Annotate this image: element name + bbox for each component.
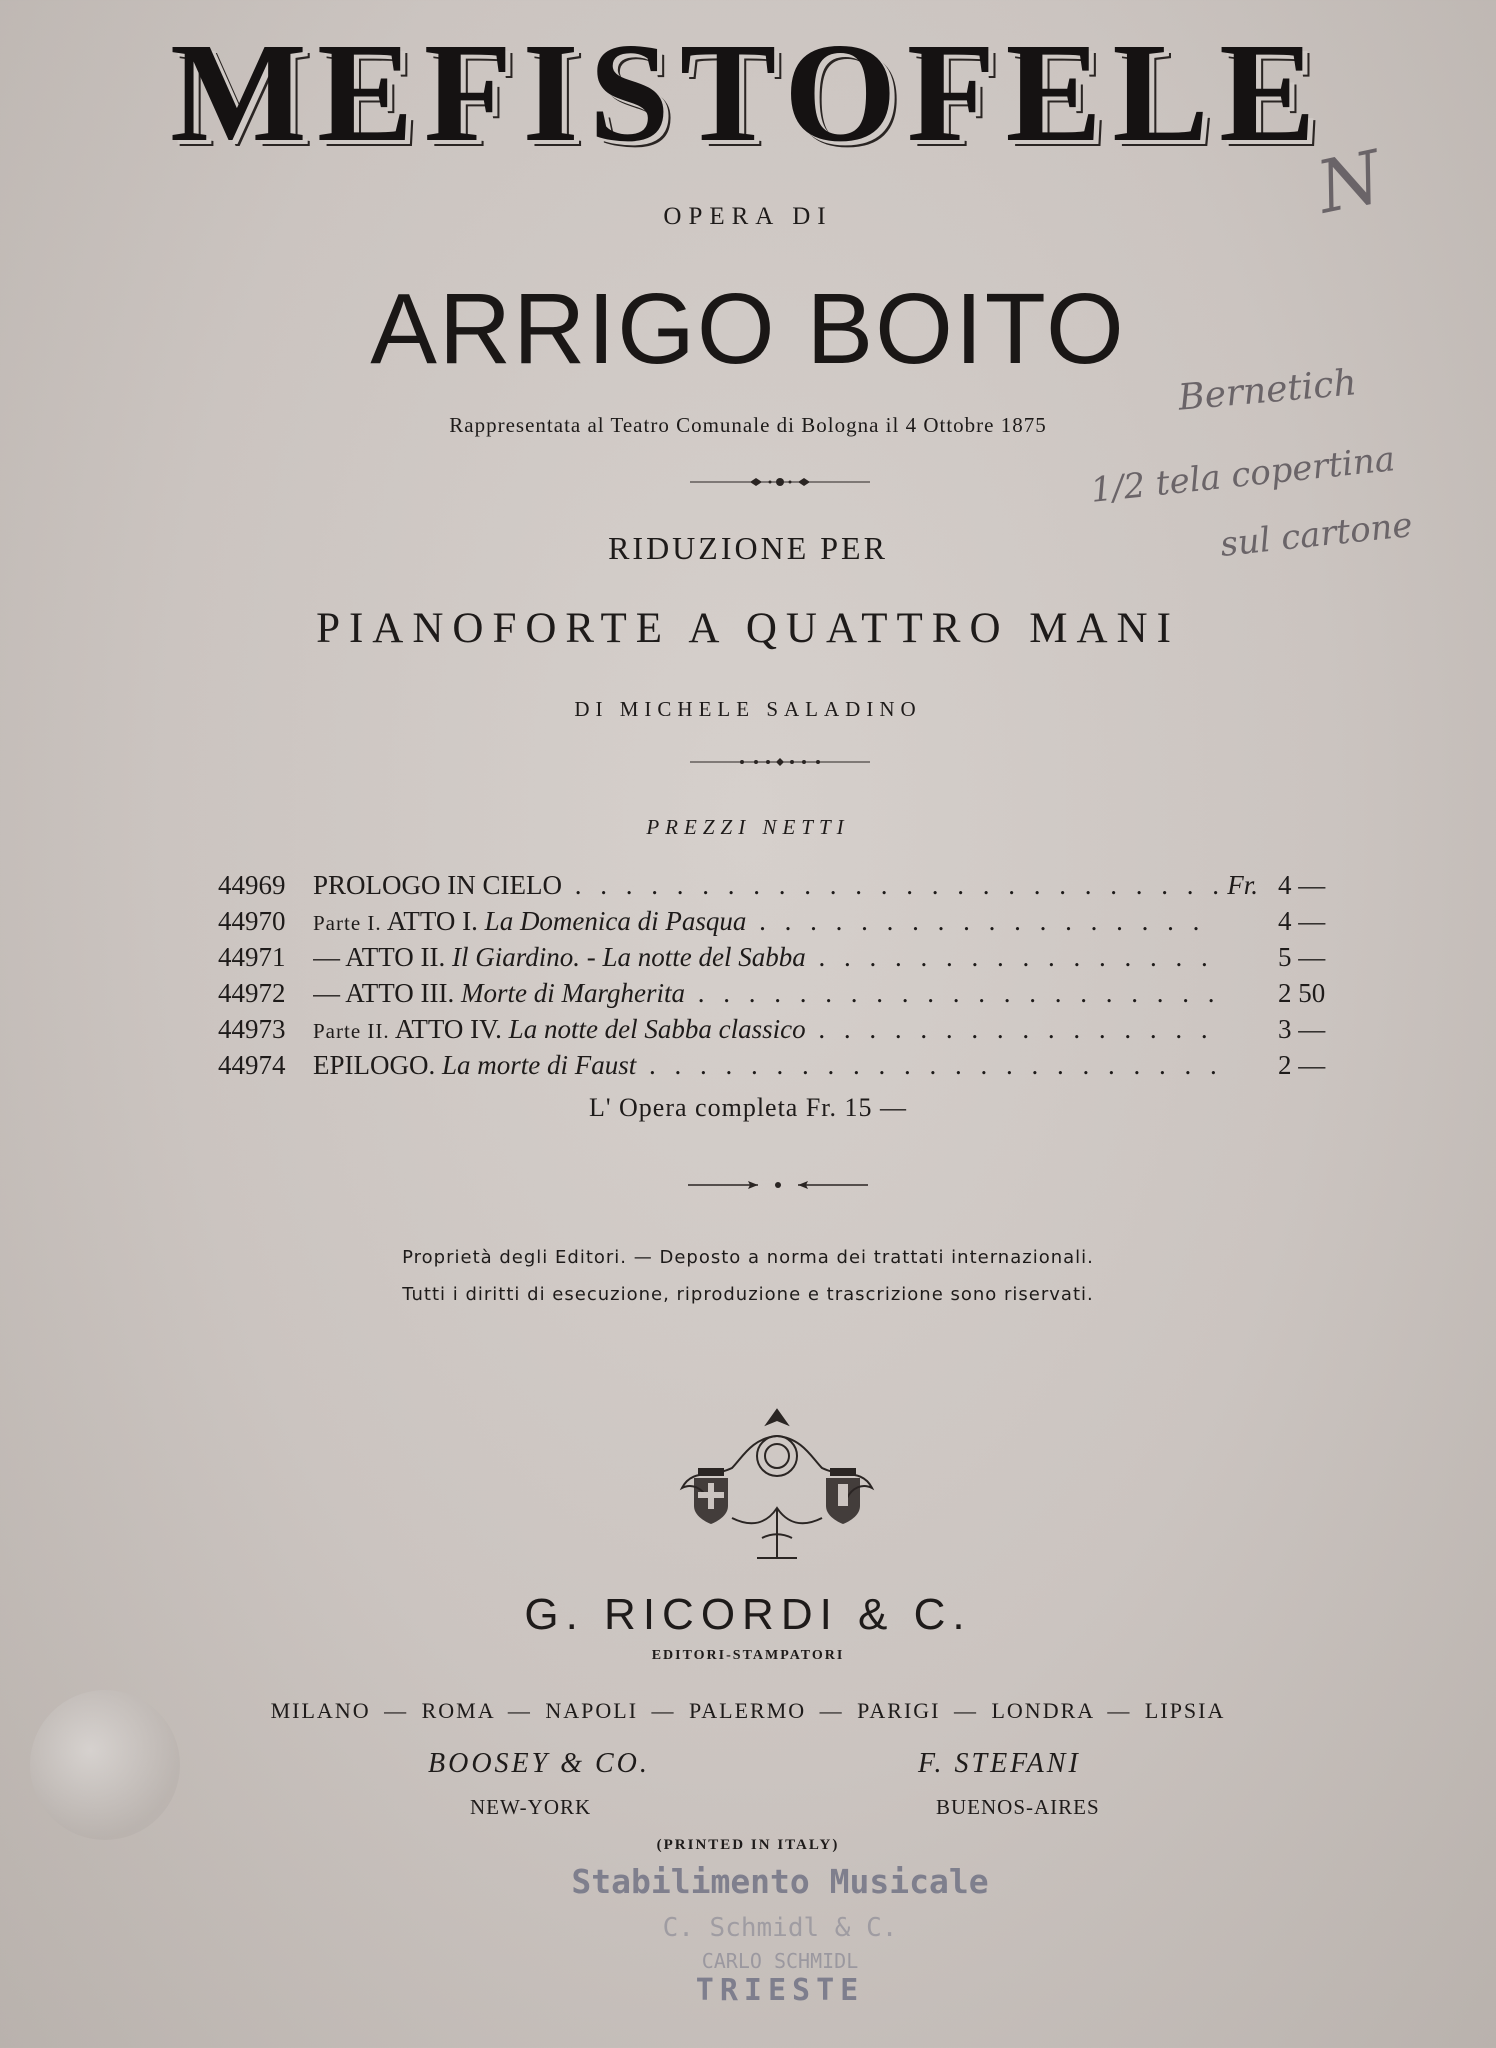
- item-description: PROLOGO IN CIELO . . .: [313, 870, 1218, 901]
- dealer-stamp: [560, 1862, 1000, 2048]
- ornament-divider-icon: [690, 754, 870, 770]
- publisher-name: G. RICORDI & C.: [524, 1590, 972, 1639]
- price-row: [218, 1050, 1348, 1086]
- price-row: [218, 906, 1348, 942]
- item-description: — ATTO III. Morte di Margherita . . .: [313, 978, 1218, 1009]
- arranger-name: DI MICHELE SALADINO: [574, 697, 922, 721]
- item-price: 5 —: [1278, 942, 1326, 972]
- catalog-number: 44970: [218, 906, 286, 936]
- composer-name: ARRIGO BOITO: [370, 273, 1126, 385]
- price-row: [218, 978, 1348, 1014]
- price-row: [218, 1014, 1348, 1050]
- opera-title: MEFISTOFELE: [170, 13, 1326, 171]
- price-list: [218, 870, 1348, 1086]
- handwritten-note: Bernetich: [1176, 362, 1359, 419]
- stamp-line: C. Schmidl & C.: [662, 1913, 898, 1943]
- currency-label: Fr.: [1227, 870, 1258, 900]
- catalog-number: 44971: [218, 942, 286, 972]
- agent-newyork-name: BOOSEY & CO.: [428, 1748, 650, 1779]
- price-row: [218, 942, 1348, 978]
- handwritten-mark: N: [1309, 134, 1390, 230]
- item-price: 3 —: [1278, 1014, 1326, 1044]
- item-price: 4 —: [1278, 906, 1326, 936]
- item-description: EPILOGO. La morte di Faust . . .: [313, 1050, 1218, 1081]
- agent-newyork-city: NEW-YORK: [470, 1795, 592, 1819]
- ornament-divider-icon: [690, 474, 870, 490]
- stamp-line: CARLO SCHMIDL: [701, 1949, 859, 1973]
- opera-di-label: OPERA DI: [663, 203, 833, 230]
- prices-heading: PREZZI NETTI: [646, 815, 850, 839]
- catalog-number: 44974: [218, 1050, 286, 1080]
- publisher-crest-icon: [672, 1408, 882, 1568]
- publisher-subtitle: EDITORI-STAMPATORI: [651, 1648, 845, 1663]
- agent-buenosaires-city: BUENOS-AIRES: [936, 1795, 1100, 1819]
- catalog-number: 44969: [218, 870, 286, 900]
- agent-buenosaires-name: F. STEFANI: [918, 1748, 1081, 1779]
- instrumentation: PIANOFORTE A QUATTRO MANI: [316, 605, 1180, 652]
- stamp-line: Stabilimento Musicale: [571, 1862, 989, 1901]
- price-row: [218, 870, 1348, 906]
- reduction-label: RIDUZIONE PER: [608, 530, 888, 566]
- item-description: Parte I. ATTO I. La Domenica di Pasqua . . .: [313, 906, 1218, 937]
- item-price: 4 —: [1278, 870, 1326, 900]
- complete-opera-price: L' Opera completa Fr. 15 —: [588, 1093, 908, 1122]
- catalog-number: 44972: [218, 978, 286, 1008]
- handwritten-note: sul cartone: [1218, 505, 1415, 565]
- printed-in-italy: (PRINTED IN ITALY): [656, 1837, 840, 1853]
- handwritten-note: 1/2 tela copertina: [1088, 439, 1397, 511]
- item-price: 2 —: [1278, 1050, 1326, 1080]
- item-description: — ATTO II. Il Giardino. - La notte del Sabba . . .: [313, 942, 1218, 973]
- stamp-line: TRIESTE: [695, 1973, 865, 2008]
- premiere-note: Rappresentata al Teatro Comunale di Bologna il 4 Ottobre 1875: [449, 413, 1047, 437]
- item-description: Parte II. ATTO IV. La notte del Sabba classico . . .: [313, 1014, 1218, 1045]
- rights-notice-line2: Tutti i diritti di esecuzione, riproduzione e trascrizione sono riservati.: [402, 1284, 1094, 1305]
- ornament-divider-icon: [688, 1177, 868, 1193]
- publisher-cities: MILANO — ROMA — NAPOLI — PALERMO — PARIGI — LONDRA — LIPSIA: [270, 1698, 1226, 1723]
- item-price: 2 50: [1278, 978, 1326, 1008]
- catalog-number: 44973: [218, 1014, 286, 1044]
- rights-notice-line1: Proprietà degli Editori. — Deposto a norma dei trattati internazionali.: [402, 1247, 1094, 1268]
